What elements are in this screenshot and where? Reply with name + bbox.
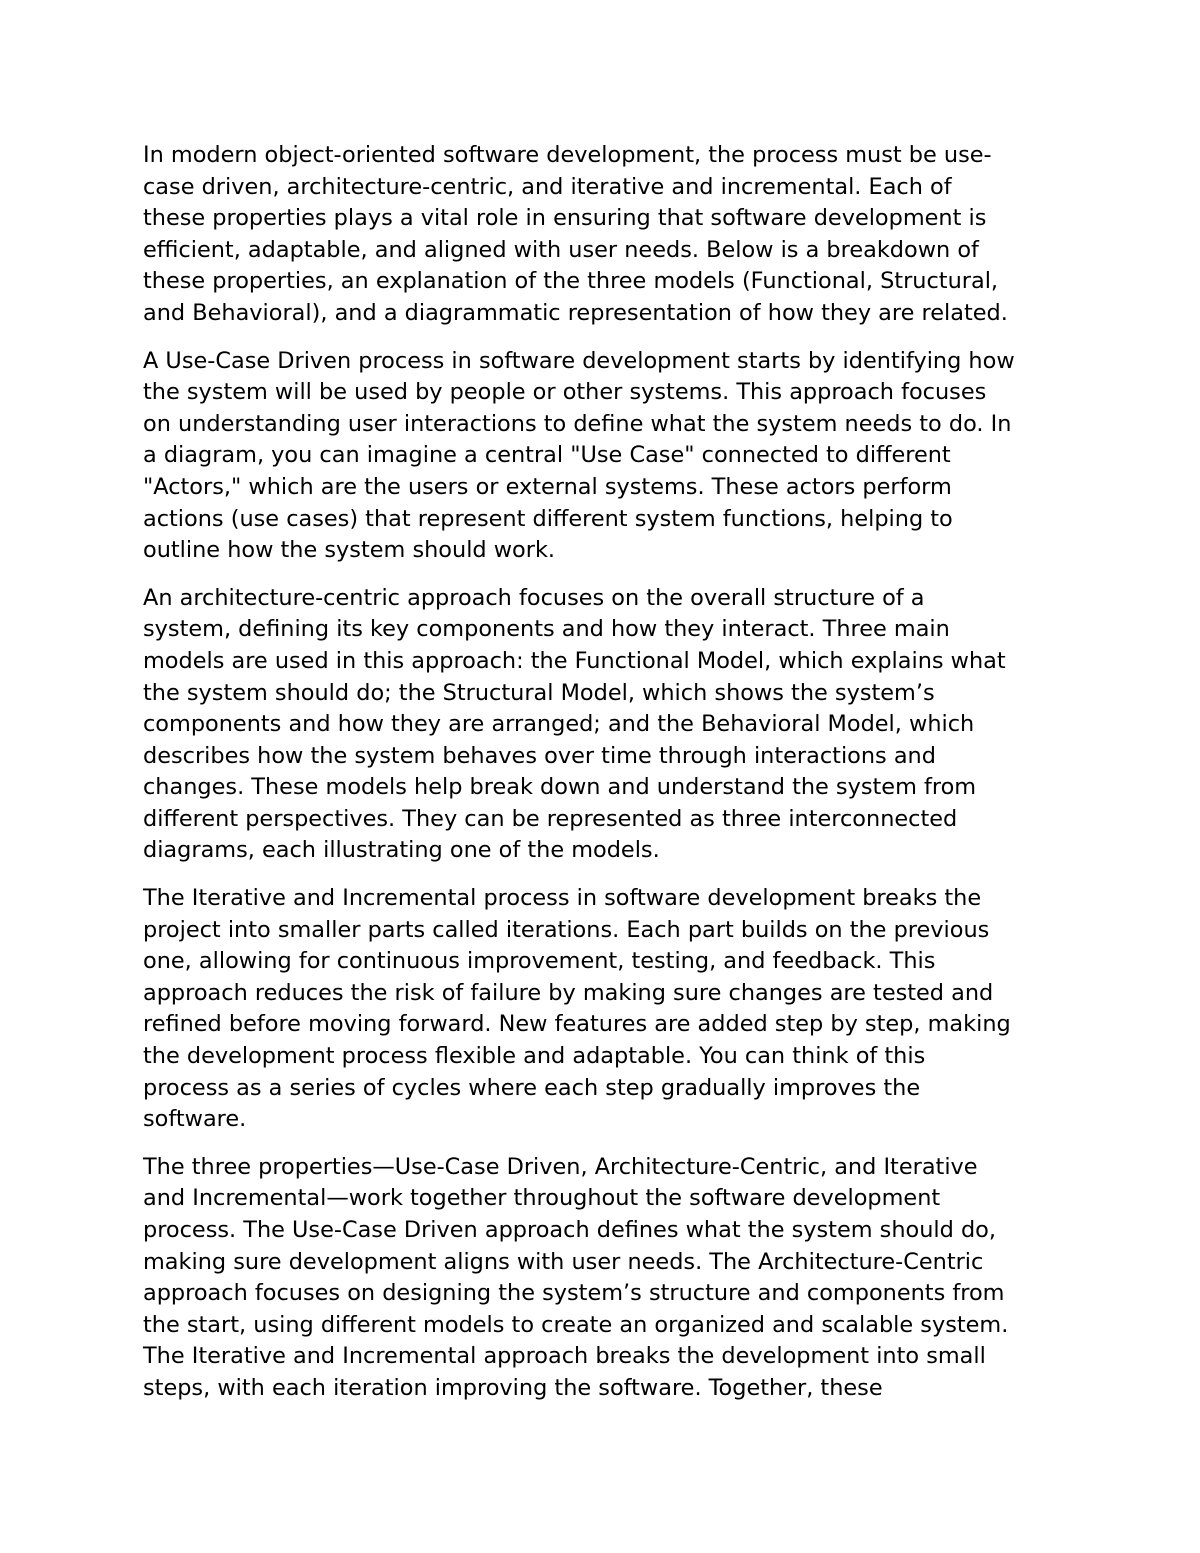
text-line: these properties plays a vital role in ensuring that software development is bbox=[143, 205, 987, 232]
text-line: making sure development aligns with user needs. The Architecture-Centric bbox=[143, 1248, 984, 1275]
text-line: efficient, adaptable, and aligned with user needs. Below is a breakdown of bbox=[143, 236, 979, 263]
text-line: software. bbox=[143, 1106, 247, 1133]
text-line: changes. These models help break down and understand the system from bbox=[143, 774, 977, 801]
text-line: approach reduces the risk of failure by making sure changes are tested and bbox=[143, 979, 994, 1006]
text-line: system, defining its key components and how they interact. Three main bbox=[143, 616, 950, 643]
text-line: components and how they are arranged; and the Behavioral Model, which bbox=[143, 711, 975, 738]
text-line: An architecture-centric approach focuses on the overall structure of a bbox=[143, 584, 925, 611]
text-line: different perspectives. They can be represented as three interconnected bbox=[143, 805, 958, 832]
text-line: project into smaller parts called iterations. Each part builds on the previous bbox=[143, 916, 990, 943]
text-line: these properties, an explanation of the three models (Functional, Structural, bbox=[143, 268, 999, 295]
text-line: the development process flexible and adaptable. You can think of this bbox=[143, 1043, 926, 1070]
text-line: steps, with each iteration improving the software. Together, these bbox=[143, 1374, 883, 1401]
text-line: The Iterative and Incremental process in software development breaks the bbox=[143, 885, 982, 912]
text-line: on understanding user interactions to define what the system needs to do. In bbox=[143, 410, 1012, 437]
text-line: The three properties—Use-Case Driven, Architecture-Centric, and Iterative bbox=[143, 1153, 978, 1180]
text-line: process as a series of cycles where each step gradually improves the bbox=[143, 1074, 921, 1101]
paragraph-architecture-centric bbox=[143, 583, 1063, 867]
text-line: A Use-Case Driven process in software development starts by identifying how bbox=[143, 347, 1015, 374]
text-line: diagrams, each illustrating one of the models. bbox=[143, 837, 660, 864]
text-line: outline how the system should work. bbox=[143, 537, 556, 564]
text-line: and Incremental—work together throughout the software development bbox=[143, 1185, 941, 1212]
text-line: "Actors," which are the users or external systems. These actors perform bbox=[143, 473, 952, 500]
document-body bbox=[143, 140, 1063, 1421]
text-line: actions (use cases) that represent different system functions, helping to bbox=[143, 505, 953, 532]
text-line: approach focuses on designing the system’s structure and components from bbox=[143, 1280, 1005, 1307]
text-line: a diagram, you can imagine a central "Use Case" connected to different bbox=[143, 442, 951, 469]
text-line: models are used in this approach: the Functional Model, which explains what bbox=[143, 647, 1006, 674]
text-line: In modern object-oriented software development, the process must be use- bbox=[143, 142, 992, 168]
paragraph-iterative-incremental bbox=[143, 883, 1063, 1136]
text-line: case driven, architecture-centric, and iterative and incremental. Each of bbox=[143, 173, 952, 200]
text-line: one, allowing for continuous improvement, testing, and feedback. This bbox=[143, 948, 936, 975]
paragraph-summary bbox=[143, 1152, 1063, 1405]
text-line: the system should do; the Structural Model, which shows the system’s bbox=[143, 679, 935, 706]
text-line: the start, using different models to create an organized and scalable system. bbox=[143, 1311, 1009, 1338]
text-line: and Behavioral), and a diagrammatic representation of how they are related. bbox=[143, 299, 1008, 326]
paragraph-introduction bbox=[143, 140, 1063, 330]
text-line: describes how the system behaves over time through interactions and bbox=[143, 742, 936, 769]
text-line: process. The Use-Case Driven approach defines what the system should do, bbox=[143, 1217, 996, 1243]
text-line: The Iterative and Incremental approach breaks the development into small bbox=[143, 1343, 986, 1370]
text-line: refined before moving forward. New features are added step by step, making bbox=[143, 1011, 1011, 1038]
paragraph-use-case-driven bbox=[143, 346, 1063, 567]
text-line: the system will be used by people or other systems. This approach focuses bbox=[143, 379, 987, 406]
